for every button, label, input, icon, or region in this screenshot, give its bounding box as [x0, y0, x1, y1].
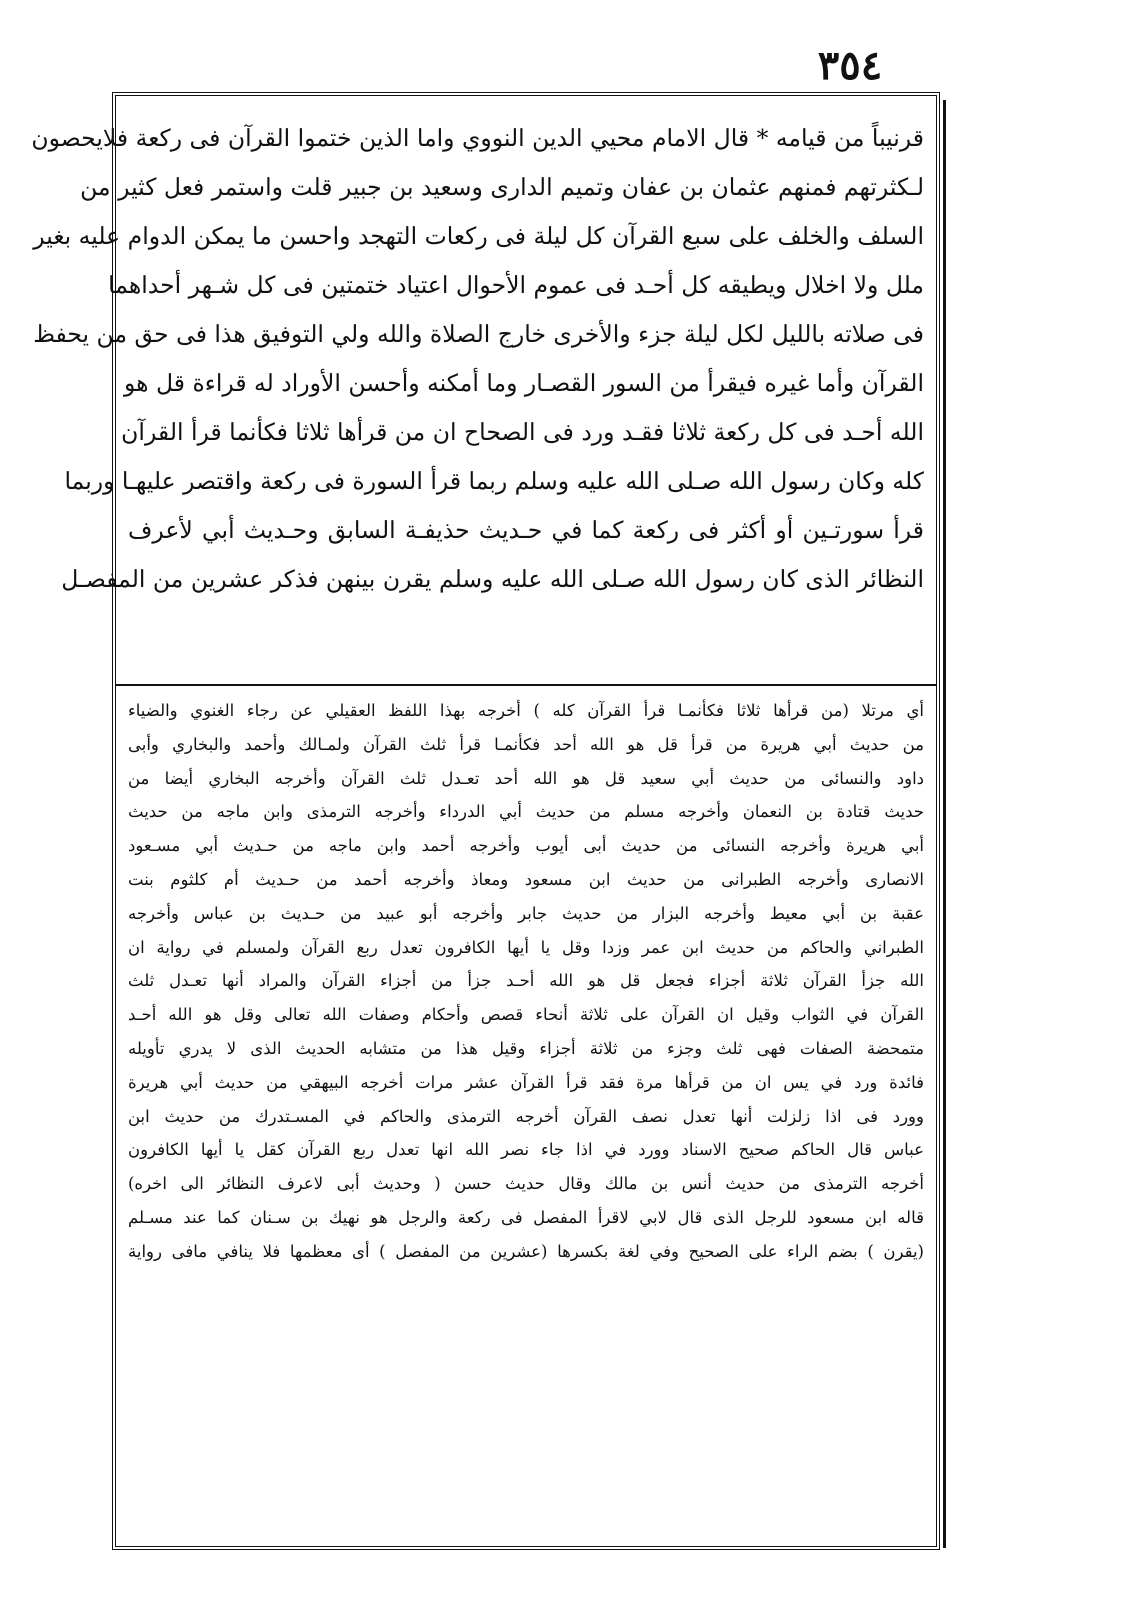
footnotes-block: [128, 694, 924, 1269]
footnote-separator: [116, 684, 936, 686]
main-text-line: النظائر الذى كان رسول الله صـلى الله عليه وسلم يقرن بينهن فذكر عشرين من المفصـل: [61, 565, 924, 593]
footnote-line: الانصارى وأخرجه الطبرانى من حديث ابن مسعود ومعاذ وأخرجه أحمد من حـديث أم كلثوم بنت: [128, 869, 924, 889]
footnote-line: القرآن في الثواب وقيل ان القرآن على ثلاثة أنحاء قصص وأحكام وصفات الله تعالى وقل هو الله أحـد: [128, 1005, 924, 1025]
footnote-line: أخرجه الترمذى من حديث أنس بن مالك وقال حديث حسن ( وحديث أبى لاعرف النظائر الى اخره): [128, 1174, 924, 1194]
footnote-line: وورد فى اذا زلزلت أنها تعدل نصف القرآن أخرجه الترمذى والحاكم في المسـتدرك من حديث ابن: [128, 1106, 924, 1126]
main-text-line: القرآن وأما غيره فيقرأ من السور القصـار وما أمكنه وأحسن الأوراد له قراءة قل هو: [123, 369, 924, 397]
footnote-line: حديث قتادة بن النعمان وأخرجه مسلم من حديث أبي الدرداء وأخرجه الترمذى وابن ماجه من حديث: [128, 802, 924, 822]
page-number: ٣٥٤: [817, 42, 883, 89]
footnote-line: قاله ابن مسعود للرجل الذى قال لابي لاقرأ المفصل فى ركعة والرجل هو نهيك بن سـنان كما عند مسـلم: [128, 1207, 924, 1227]
footnote-line: الطبراني والحاكم من حديث ابن عمر وزدا وقل يا أيها الكافرون تعدل ربع القرآن ولمسلم في رواية ان: [128, 937, 924, 957]
footnote-line: أبي هريرة وأخرجه النسائى من حديث أبى أيوب وأخرجه أحمد وابن ماجه من حـديث أبي مسـعود: [128, 836, 924, 856]
page-frame: [31, 92, 940, 1550]
footnote-line: متمحضة الصفات فهى ثلث وجزء من ثلاثة أجزاء وقيل هذا من متشابه الحديث الذى لا يدري تأويله: [128, 1038, 924, 1058]
main-text-line: قرأ سورتـين أو أكثر فى ركعة كما في حـديث حذيفـة السابق وحـديث أبي لأعرف: [128, 516, 924, 544]
footnote-line: الله جزأ القرآن ثلاثة أجزاء فجعل قل هو الله أحـد جزأ من أجزاء القرآن والمراد أنها تعـدل ثلث: [128, 971, 924, 991]
footnote-line: (يقرن ) بضم الراء على الصحيح وفي لغة بكسرها (عشرين من المفصل ) أى معظمها فلا ينافي مافى رواية: [128, 1241, 924, 1261]
main-text-line: قرنيباً من قيامه * قال الامام محيي الدين النووي واما الذين ختموا القرآن فى ركعة فلايحصون: [31, 124, 924, 152]
main-text-block: [31, 114, 924, 754]
main-text-line: فى صلاته بالليل لكل ليلة جزء والأخرى خارج الصلاة والله ولي التوفيق هذا فى حق من يحفظ: [33, 320, 924, 348]
main-text-line: كله وكان رسول الله صـلى الله عليه وسلم ربما قرأ السورة فى ركعة واقتصر عليهـا وربما: [64, 467, 924, 495]
footnote-line: أي مرتلا (من قرأها ثلاثا فكأنمـا قرأ القرآن كله ) أخرجه بهذا اللفظ العقيلي عن رجاء الغنوي والضياء: [128, 701, 924, 720]
main-text-line: الله أحـد فى كل ركعة ثلاثا فقـد ورد فى الصحاح ان من قرأها ثلاثا فكأنما قرأ القرآن: [121, 418, 924, 446]
main-text-line: ملل ولا اخلال ويطيقه كل أحـد فى عموم الأحوال اعتياد ختمتين فى كل شـهر أحداهما: [108, 271, 924, 299]
footnote-line: من حديث أبي هريرة من قرأ قل هو الله أحد فكأنمـا قرأ ثلث القرآن ولمـالك وأحمد والبخاري وأبى: [128, 734, 924, 754]
footnote-line: فائدة ورد في يس ان من قرأها مرة فقد قرأ القرآن عشر مرات أخرجه البيهقي من حديث أبي هريرة: [128, 1072, 924, 1092]
main-text-line: لـكثرتهم فمنهم عثمان بن عفان وتميم الدارى وسعيد بن جبير قلت واستمر فعل كثير من: [80, 173, 924, 201]
footnote-line: عقبة بن أبي معيط وأخرجه البزار من حديث جابر وأخرجه أبو عبيد من حـديث بن عباس وأخرجه: [128, 903, 924, 923]
footnote-line: عباس قال الحاكم صحيح الاسناد وورد في اذا جاء نصر الله انها تعدل ربع القرآن كقل يا أيها الكافرون: [128, 1140, 924, 1160]
footnote-line: داود والنسائى من حديث أبي سعيد قل هو الله أحد تعـدل ثلث القرآن وأخرجه البخاري أيضا من: [128, 768, 924, 788]
main-text-line: السلف والخلف على سبع القرآن كل ليلة فى ركعات التهجد واحسن ما يمكن الدوام عليه بغير: [33, 222, 924, 250]
